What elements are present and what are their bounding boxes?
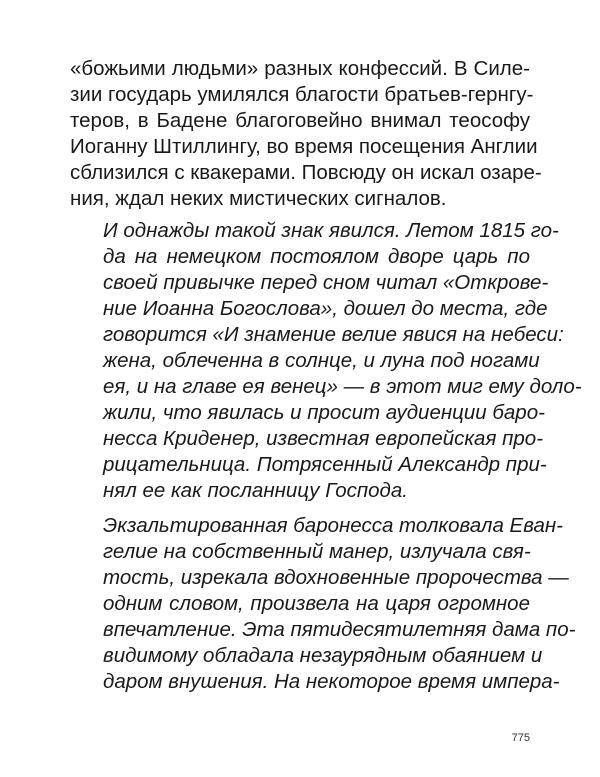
text-line: сблизился с квакерами. Повсюду он искал озаре-: [70, 161, 542, 184]
text-line: жена, облеченна в солнце, и луна под ногами: [103, 349, 540, 372]
text-line: видимому обладала незаурядным обаянием и: [103, 644, 543, 667]
text-line: говорится «И знамение велие явися на небеси:: [103, 323, 564, 346]
text-line: жили, что явилась и просит аудиенции баро-: [103, 401, 545, 424]
text-line: нял ее как посланницу Господа.: [103, 479, 408, 502]
text-line: рицательница. Потрясенный Александр при-: [103, 453, 547, 476]
text-line: даром внушения. На некоторое время импера-: [103, 670, 560, 693]
text-line: ние Иоанна Богослова», дошел до места, где: [103, 297, 548, 320]
text-line: гелие на собственный манер, излучала свя-: [103, 540, 531, 563]
page-number: 775: [511, 732, 530, 744]
text-line: ния, ждал неких мистических сигналов.: [70, 187, 447, 210]
text-line: теров, в Бадене благоговейно внимал теософу: [70, 109, 530, 132]
text-line: Экзальтированная баронесса толковала Еван-: [103, 514, 563, 537]
text-line: тость, изрекала вдохновенные пророчества —: [103, 566, 569, 589]
text-line: И однажды такой знак явился. Летом 1815 го-: [103, 219, 559, 242]
text-line: да на немецком постоялом дворе царь по: [103, 245, 530, 268]
text-line: несса Криденер, известная европейская про-: [103, 427, 544, 450]
text-line: впечатление. Эта пятидесятилетняя дама по-: [103, 618, 576, 641]
text-line: своей привычке перед сном читал «Открове-: [103, 271, 549, 294]
text-line: «божьими людьми» разных конфессий. В Силе-: [70, 57, 530, 80]
text-line: Иоганну Штиллингу, во время посещения Англии: [70, 135, 538, 158]
text-line: одним словом, произвела на царя огромное: [103, 592, 530, 615]
text-line: зии государь умилялся благости братьев-гернгу-: [70, 83, 534, 106]
text-line: ея, и на главе ея венец» — в этот миг ему доло-: [103, 375, 582, 398]
